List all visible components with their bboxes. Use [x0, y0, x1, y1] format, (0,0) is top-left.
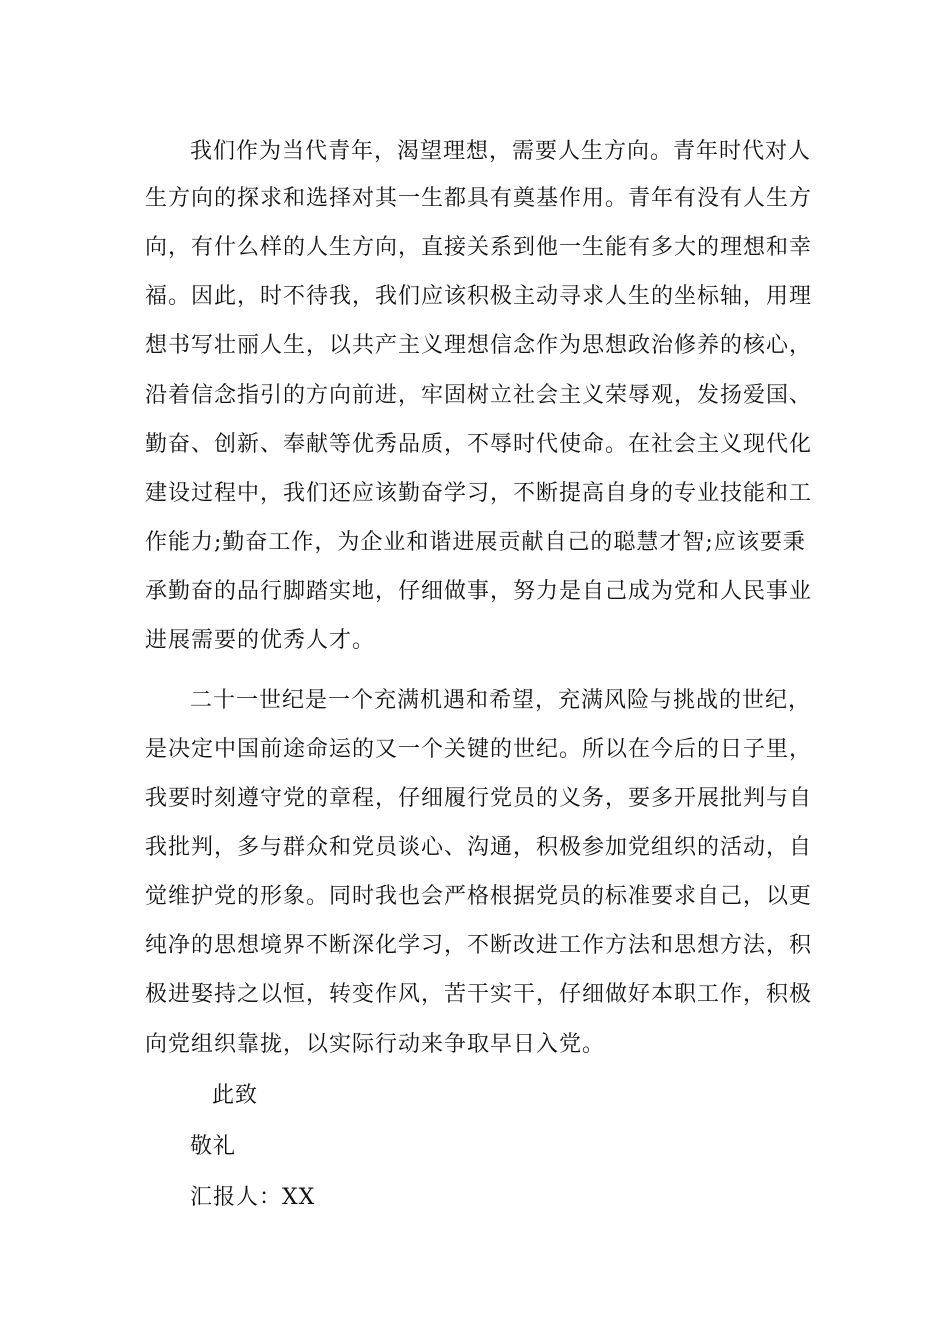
paragraph-2-line-6: 纯净的思想境界不断深化学习，不断改进工作方法和思想方法，积	[145, 933, 813, 958]
closing-salutation: 此致	[212, 1083, 259, 1108]
paragraph-2-line-7: 极进娶持之以恒，转变作风，苦干实干，仔细做好本职工作，积极	[145, 982, 813, 1007]
paragraph-1-line-9: 作能力;勤奋工作，为企业和谐进展贡献自己的聪慧才智;应该要秉	[145, 530, 806, 555]
paragraph-2-line-8: 向党组织靠拢，以实际行动来争取早日入党。	[145, 1032, 606, 1057]
paragraph-1-line-4: 福。因此，时不待我，我们应该积极主动寻求人生的坐标轴，用理	[145, 284, 813, 309]
paragraph-1-line-1: 我们作为当代青年，渴望理想，需要人生方向。青年时代对人	[190, 139, 812, 164]
paragraph-2-line-1: 二十一世纪是一个充满机遇和希望，充满风险与挑战的世纪，	[190, 688, 812, 713]
paragraph-1-line-2: 生方向的探求和选择对其一生都具有奠基作用。青年有没有人生方	[145, 186, 813, 211]
paragraph-1-line-5: 想书写壮丽人生，以共产主义理想信念作为思想政治修养的核心，	[145, 333, 813, 358]
paragraph-1-line-8: 建设过程中，我们还应该勤奋学习，不断提高自身的专业技能和工	[145, 481, 813, 506]
paragraph-1-line-10: 承勤奋的品行脚踏实地，仔细做事，努力是自己成为党和人民事业	[145, 579, 813, 604]
paragraph-2-line-5: 觉维护党的形象。同时我也会严格根据党员的标准要求自己，以更	[145, 884, 813, 909]
paragraph-2-line-4: 我批判，多与群众和党员谈心、沟通，积极参加党组织的活动，自	[145, 835, 813, 860]
paragraph-2-line-3: 我要时刻遵守党的章程，仔细履行党员的义务，要多开展批判与自	[145, 786, 813, 811]
paragraph-1-line-3: 向，有什么样的人生方向，直接关系到他一生能有多大的理想和幸	[145, 235, 813, 260]
paragraph-2-line-2: 是决定中国前途命运的又一个关键的世纪。所以在今后的日子里，	[145, 737, 813, 762]
closing-regards: 敬礼	[190, 1134, 237, 1159]
paragraph-1-line-6: 沿着信念指引的方向前进，牢固树立社会主义荣辱观，发扬爱国、	[145, 383, 813, 408]
reporter-signature: 汇报人：XX	[190, 1185, 316, 1210]
paragraph-1-line-7: 勤奋、创新、奉献等优秀品质，不辱时代使命。在社会主义现代化	[145, 432, 813, 457]
paragraph-1-line-11: 进展需要的优秀人才。	[145, 628, 376, 653]
